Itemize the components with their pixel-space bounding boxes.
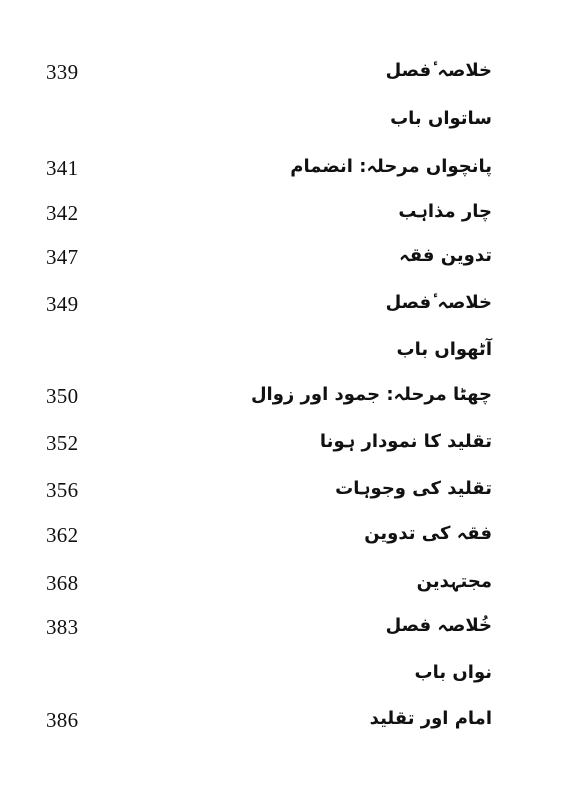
toc-entry-page: 342 — [46, 201, 79, 225]
toc-entry — [0, 288, 570, 332]
toc-entry-title: ساتواں باب — [390, 108, 492, 129]
toc-chapter-heading — [0, 104, 570, 148]
toc-entry — [0, 241, 570, 285]
toc-entry — [0, 197, 570, 241]
toc-entry-title: پانچواں مرحلہ: انضمام — [290, 156, 492, 177]
toc-entry-title: فقہ کی تدوین — [364, 523, 492, 544]
toc-entry — [0, 567, 570, 611]
toc-entry-title: تقلید کی وجوہات — [335, 478, 492, 499]
toc-entry-page: 368 — [46, 571, 79, 595]
toc-entry — [0, 152, 570, 196]
toc-entry — [0, 56, 570, 100]
toc-entry-page: 386 — [46, 708, 79, 732]
toc-entry-page: 352 — [46, 431, 79, 455]
toc-entry-page: 339 — [46, 60, 79, 84]
toc-entry-title: نواں باب — [414, 662, 492, 683]
toc-entry — [0, 380, 570, 424]
toc-entry-page: 356 — [46, 478, 79, 502]
toc-entry-page: 383 — [46, 615, 79, 639]
toc-entry-title: چار مذاہب — [398, 201, 492, 222]
toc-entry-page: 349 — [46, 292, 79, 316]
toc-entry — [0, 427, 570, 471]
toc-entry-page: 341 — [46, 156, 79, 180]
toc-entry-page: 347 — [46, 245, 79, 269]
toc-entry-title: خلاصہ ٔفصل — [385, 60, 492, 81]
toc-entry-title: آٹھواں باب — [396, 339, 492, 360]
toc-entry-title: خلاصہ ٔفصل — [385, 292, 492, 313]
toc-entry — [0, 474, 570, 518]
toc-entry-title: تقلید کا نمودار ہونا — [319, 431, 492, 452]
toc-entry-title: خُلاصہ فصل — [385, 615, 492, 636]
toc-chapter-heading — [0, 335, 570, 379]
toc-entry-page: 350 — [46, 384, 79, 408]
toc-entry — [0, 704, 570, 748]
toc-entry-title: مجتہدین — [416, 571, 492, 592]
toc-entry — [0, 519, 570, 563]
toc-chapter-heading — [0, 658, 570, 702]
toc-entry-title: امام اور تقلید — [369, 708, 492, 729]
toc-entry-page: 362 — [46, 523, 79, 547]
toc-entry — [0, 611, 570, 655]
toc-entry-title: تدوین فقہ — [399, 245, 492, 266]
toc-entry-title: چھٹا مرحلہ: جمود اور زوال — [250, 384, 492, 405]
